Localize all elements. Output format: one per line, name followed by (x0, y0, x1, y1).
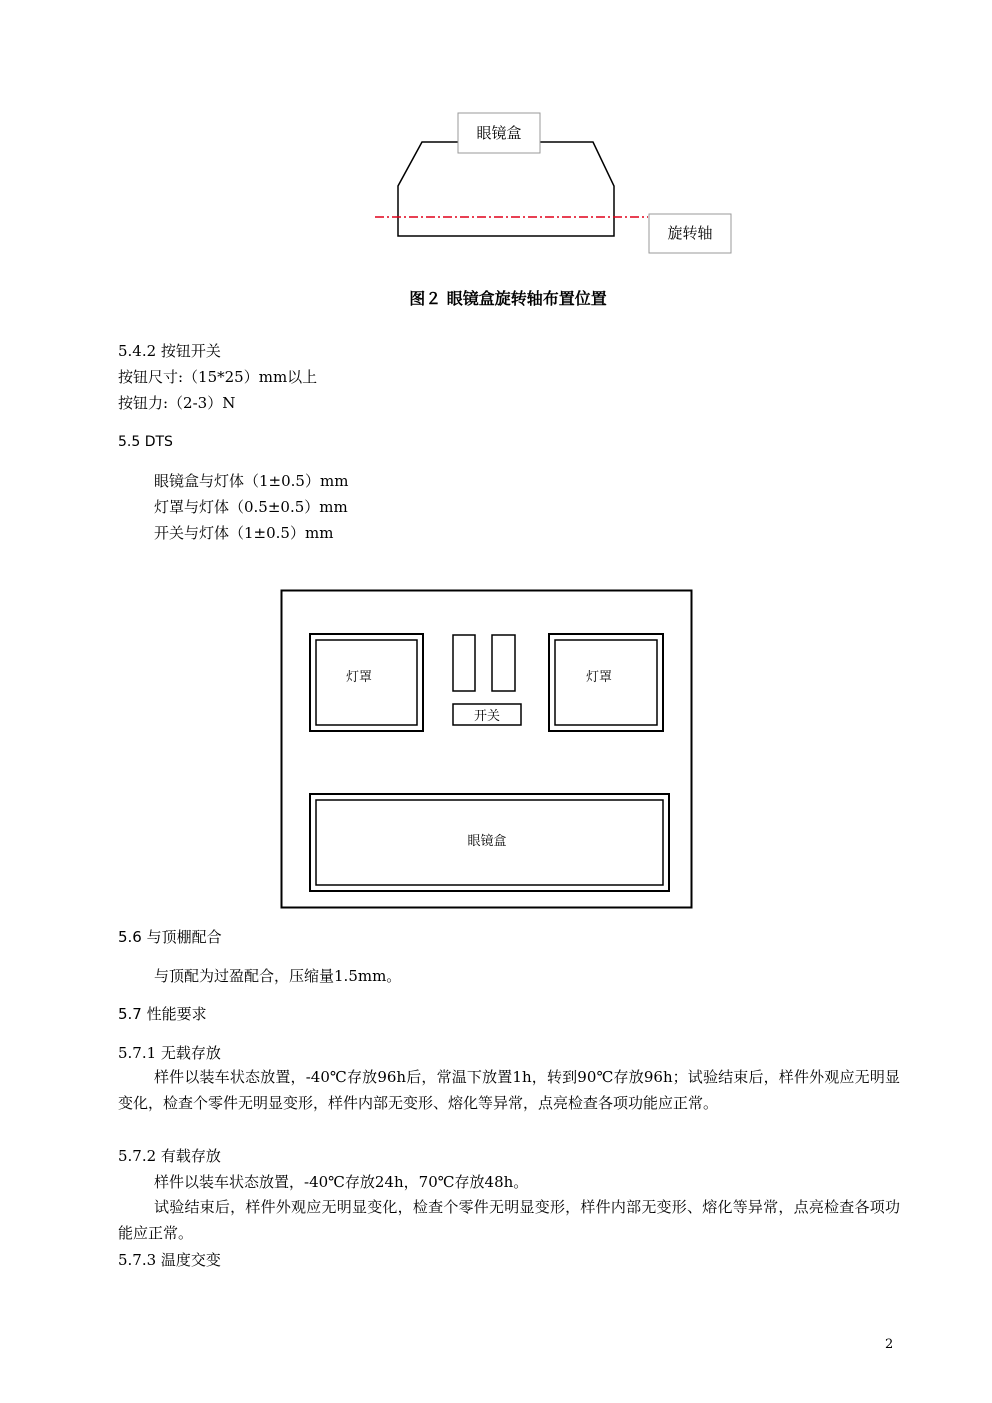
sec-571-heading: 5.7.1 无载存放 (118, 1044, 221, 1062)
dts-item: 开关与灯体（1±0.5）mm (154, 524, 334, 542)
switch-button-left (453, 635, 475, 691)
page-number: 2 (885, 1337, 894, 1352)
sec-571-text: 样件以装车状态放置，-40℃存放96h后，常温下放置1h，转到90℃存放96h；试验结束后，样件外观应无明显变化，检查个零件无明显变形，样件内部无变形、熔化等异常，点亮检查各项功能应正常。 (118, 1068, 900, 1112)
sec-573-heading: 5.7.3 温度交变 (118, 1251, 221, 1269)
dts-item: 眼镜盒与灯体（1±0.5）mm (154, 472, 349, 490)
figure-2-diagram (370, 108, 740, 258)
sec-542-line1: 按钮尺寸:（15*25）mm以上 (118, 368, 318, 386)
dts-item: 灯罩与灯体（0.5±0.5）mm (154, 498, 348, 516)
lamp-body-outline (282, 591, 692, 908)
left-lamp-label: 灯罩 (345, 670, 373, 685)
sec-56-text: 与顶配为过盈配合，压缩量1.5mm。 (154, 967, 402, 985)
sec-572-text1: 样件以装车状态放置，-40℃存放24h，70℃存放48h。 (154, 1173, 529, 1191)
sec-542-heading: 5.4.2 按钮开关 (118, 342, 221, 360)
axis-label: 旋转轴 (667, 224, 713, 242)
sec-56-heading: 5.6 与顶棚配合 (118, 928, 222, 946)
sec-55-heading: 5.5 DTS (118, 434, 173, 450)
sec-572-text2: 试验结束后，样件外观应无明显变化，检查个零件无明显变形，样件内部无变形、熔化等异常，点亮检查各项功能应正常。 (118, 1198, 900, 1242)
switch-label: 开关 (473, 709, 501, 724)
glasses-box-outline (398, 142, 614, 236)
right-lamp-label: 灯罩 (585, 670, 613, 685)
sec-542-line2: 按钮力:（2-3）N (118, 394, 236, 412)
sec-57-heading: 5.7 性能要求 (118, 1005, 207, 1023)
switch-button-right (492, 635, 515, 691)
figure-2-caption: 图２ 眼镜盒旋转轴布置位置 (409, 289, 607, 308)
box-label: 眼镜盒 (476, 124, 522, 142)
sec-572-heading: 5.7.2 有载存放 (118, 1147, 221, 1165)
dts-diagram (278, 586, 696, 912)
glasses-box-label: 眼镜盒 (467, 834, 507, 849)
